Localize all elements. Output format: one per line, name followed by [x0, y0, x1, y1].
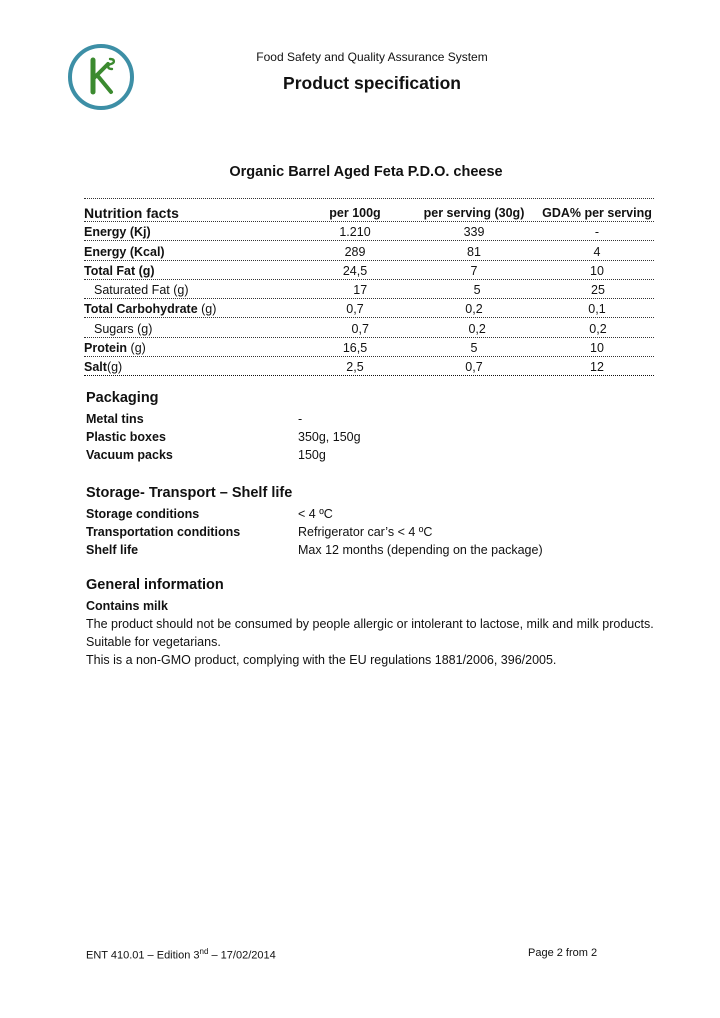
spec-label: Vacuum packs	[86, 448, 173, 462]
per-serving-value: 0,2	[465, 302, 483, 317]
packaging-list	[86, 411, 666, 465]
per-100g-value: 17	[353, 283, 368, 298]
nutrient-name-rest: (g)	[127, 341, 146, 356]
general-line: This is a non-GMO product, complying with the EU regulations 1881/2006, 396/2005.	[86, 653, 557, 667]
spec-row	[86, 506, 666, 524]
spec-row	[86, 447, 666, 465]
per-serving-value: 81	[467, 244, 481, 259]
spec-value: -	[298, 412, 303, 426]
per-100g-value: 0,7	[346, 302, 364, 317]
spec-row	[86, 542, 666, 560]
nutrition-row	[84, 280, 654, 299]
per-100g-value: 289	[344, 244, 366, 259]
nutrition-row	[84, 318, 654, 337]
spec-value: < 4 ºC	[298, 507, 333, 521]
document-reference	[86, 947, 276, 962]
system-name: Food Safety and Quality Assurance System	[256, 50, 488, 64]
nutrient-name-bold: Total Carbohydrate	[84, 302, 198, 317]
spec-row	[86, 524, 666, 542]
per-serving-value: 5	[473, 283, 481, 298]
packaging-title: Packaging	[86, 390, 159, 406]
gda-value: 10	[590, 263, 604, 278]
nutrient-name	[84, 301, 302, 317]
nutrition-row	[84, 338, 654, 357]
nutrition-row	[84, 261, 654, 280]
nutrient-name-bold: Energy (Kj)	[84, 225, 151, 240]
per-100g-value: 1.210	[339, 225, 371, 240]
per-100g-value: 24,5	[342, 263, 368, 278]
doc-ref-prefix: ENT 410.01 – Edition 3	[86, 949, 200, 962]
contains-allergen: Contains milk	[86, 599, 168, 613]
nutrition-row	[84, 299, 654, 318]
nutrient-name	[84, 244, 302, 260]
general-info-title: General information	[86, 577, 224, 593]
page-title: Product specification	[283, 73, 461, 93]
per-serving-value: 0,2	[468, 321, 486, 336]
general-line: The product should not be consumed by people allergic or intolerant to lactose, milk and milk products.	[86, 617, 654, 631]
per-serving-value: 7	[470, 263, 478, 278]
storage-title: Storage- Transport – Shelf life	[86, 485, 293, 501]
spec-row	[86, 411, 666, 429]
product-name: Organic Barrel Aged Feta P.D.O. cheese	[229, 164, 503, 180]
spec-label: Metal tins	[86, 412, 144, 426]
nutrient-name-rest: Saturated Fat (g)	[94, 283, 189, 298]
gda-value: 0,1	[588, 302, 606, 317]
spec-value: Max 12 months (depending on the package)	[298, 543, 543, 557]
doc-ref-suffix: – 17/02/2014	[208, 949, 276, 962]
per-serving-value: 5	[470, 341, 478, 356]
gda-value: -	[594, 225, 600, 240]
gda-value: 12	[590, 360, 604, 375]
per-100g-header: per 100g	[329, 206, 381, 220]
spec-label: Shelf life	[86, 543, 139, 557]
spec-value: 350g, 150g	[298, 430, 361, 444]
nutrient-name-bold: Energy (Kcal)	[84, 244, 165, 259]
nutrient-name-rest: (g)	[197, 302, 217, 317]
nutrient-name	[84, 263, 302, 279]
nutrition-row	[84, 222, 654, 241]
spec-row	[86, 429, 666, 447]
per-serving-value: 0,7	[465, 360, 483, 375]
nutrient-name-bold: Protein	[84, 341, 128, 356]
general-info	[86, 597, 656, 669]
spec-label: Storage conditions	[86, 507, 200, 521]
nutrient-name	[84, 340, 302, 356]
nutrient-name-bold: Total Fat (g)	[84, 263, 155, 278]
gda-header: GDA% per serving	[542, 206, 652, 220]
nutrient-name	[84, 359, 302, 375]
per-serving-value: 339	[463, 225, 485, 240]
per-100g-value: 16,5	[342, 341, 368, 356]
spec-label: Transportation conditions	[86, 525, 241, 539]
nutrient-name-rest: (g)	[106, 360, 123, 375]
nutrition-table	[84, 198, 654, 376]
nutrient-name	[84, 321, 308, 337]
nutrition-header-row	[84, 198, 654, 222]
nutrition-header-label: Nutrition facts	[84, 205, 179, 221]
nutrient-name	[84, 224, 302, 240]
spec-label: Plastic boxes	[86, 430, 166, 444]
nutrition-row	[84, 241, 654, 260]
doc-ref-sup: nd	[199, 947, 209, 956]
gda-value: 25	[591, 283, 605, 298]
per-100g-value: 2,5	[346, 360, 364, 375]
per-100g-value: 0,7	[351, 321, 369, 336]
nutrition-row	[84, 357, 654, 376]
nutrient-name	[84, 282, 308, 298]
storage-list	[86, 506, 666, 560]
gda-value: 4	[593, 244, 601, 259]
nutrient-name-rest: Sugars (g)	[94, 321, 153, 336]
gda-value: 10	[590, 341, 604, 356]
per-serving-header: per serving (30g)	[423, 206, 525, 220]
nutrient-name-bold: Salt	[84, 360, 107, 375]
spec-value: Refrigerator car’s < 4 ºC	[298, 525, 433, 539]
gda-value: 0,2	[589, 321, 607, 336]
page-number: Page 2 from 2	[528, 947, 598, 959]
general-line: Suitable for vegetarians.	[86, 635, 221, 649]
spec-value: 150g	[298, 448, 326, 462]
